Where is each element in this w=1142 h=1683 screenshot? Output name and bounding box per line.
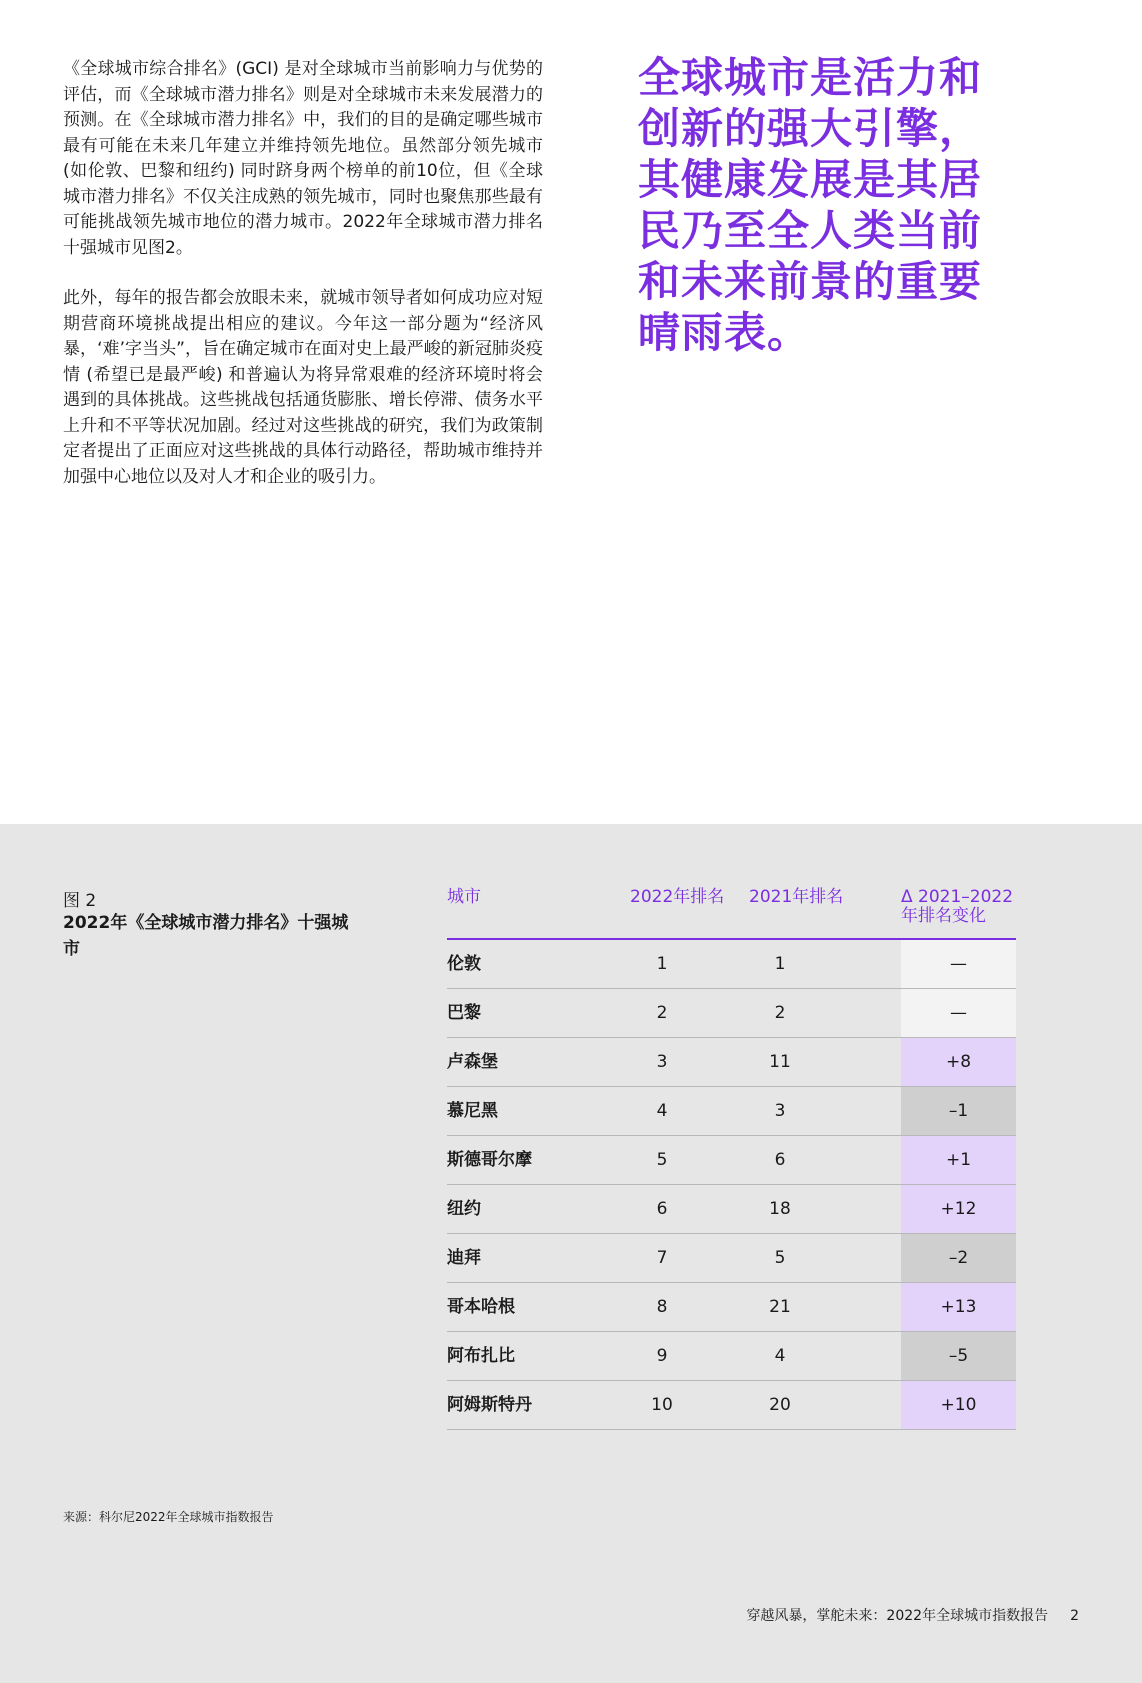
cell-delta: –5 bbox=[901, 1332, 1016, 1380]
cell-rank-2022: 4 bbox=[656, 1101, 668, 1121]
footer-report-title: 穿越风暴，掌舵未来：2022年全球城市指数报告 bbox=[746, 1608, 1049, 1624]
cell-rank-2022: 10 bbox=[651, 1395, 673, 1415]
cell-rank-2022: 2 bbox=[656, 1003, 668, 1023]
table-row bbox=[447, 1381, 1016, 1430]
header-rank-2022: 2022年排名 bbox=[630, 887, 725, 907]
cell-rank-2022: 3 bbox=[656, 1052, 668, 1072]
cell-rank-2022: 6 bbox=[656, 1199, 668, 1219]
cell-city: 阿布扎比 bbox=[447, 1346, 515, 1366]
cell-delta: +10 bbox=[901, 1381, 1016, 1429]
header-delta-line1: Δ 2021–2022 bbox=[901, 887, 1014, 907]
cell-rank-2022: 7 bbox=[656, 1248, 668, 1268]
top-section bbox=[0, 0, 1142, 824]
ranking-table bbox=[447, 886, 1016, 1430]
cell-delta: — bbox=[901, 989, 1016, 1037]
table-body bbox=[447, 940, 1016, 1430]
cell-city: 斯德哥尔摩 bbox=[447, 1150, 532, 1170]
cell-rank-2021: 2 bbox=[774, 1003, 786, 1023]
table-row bbox=[447, 1087, 1016, 1136]
figure-label: 图 2 bbox=[63, 891, 97, 911]
page-number: 2 bbox=[1070, 1608, 1079, 1624]
cell-city: 伦敦 bbox=[447, 954, 481, 974]
cell-city: 慕尼黑 bbox=[447, 1101, 498, 1121]
header-city: 城市 bbox=[447, 887, 481, 907]
cell-rank-2022: 1 bbox=[656, 954, 668, 974]
figure-section bbox=[0, 824, 1142, 1683]
cell-rank-2022: 9 bbox=[656, 1346, 668, 1366]
intro-text bbox=[63, 57, 543, 515]
cell-delta: — bbox=[901, 940, 1016, 988]
cell-rank-2021: 6 bbox=[774, 1150, 786, 1170]
table-row bbox=[447, 1136, 1016, 1185]
cell-rank-2022: 8 bbox=[656, 1297, 668, 1317]
cell-delta: –1 bbox=[901, 1087, 1016, 1135]
table-row bbox=[447, 1185, 1016, 1234]
cell-rank-2021: 1 bbox=[774, 954, 786, 974]
header-rank-2021: 2021年排名 bbox=[749, 887, 844, 907]
table-row bbox=[447, 940, 1016, 989]
pull-quote: 全球城市是活力和创新的强大引擎，其健康发展是其居民乃至全人类当前和未来前景的重要晴雨表。 bbox=[638, 53, 983, 357]
cell-city: 阿姆斯特丹 bbox=[447, 1395, 532, 1415]
table-header bbox=[447, 886, 1016, 940]
table-row bbox=[447, 1283, 1016, 1332]
table-row bbox=[447, 989, 1016, 1038]
cell-delta: +8 bbox=[901, 1038, 1016, 1086]
figure-title: 2022年《全球城市潜力排名》十强城市 bbox=[63, 913, 349, 959]
cell-rank-2021: 5 bbox=[774, 1248, 786, 1268]
intro-paragraph-1: 《全球城市综合排名》(GCI) 是对全球城市当前影响力与优势的评估，而《全球城市潜力排名》则是对全球城市未来发展潜力的预测。在《全球城市潜力排名》中，我们的目的是确定哪些城市最有可能在未来几年建立并维持领先地位。虽然部分领先城市 (如伦敦、巴黎和纽约) 同时跻身两个榜单的前10位，但《全球城市潜力排名》不仅关注成熟的领先城市，同时也聚焦那些最有可能挑战领先城市地位的潜力城市。2022年全球城市潜力排名十强城市见图2。 bbox=[63, 59, 543, 258]
cell-delta: +1 bbox=[901, 1136, 1016, 1184]
cell-rank-2021: 11 bbox=[769, 1052, 791, 1072]
table-row bbox=[447, 1038, 1016, 1087]
intro-paragraph-2: 此外，每年的报告都会放眼未来，就城市领导者如何成功应对短期营商环境挑战提出相应的建议。今年这一部分题为“经济风暴，‘难’字当头”，旨在确定城市在面对史上最严峻的新冠肺炎疫情 (希望已是最严峻) 和普遍认为将异常艰难的经济环境时将会遇到的具体挑战。这些挑战包括通货膨胀、增长停滞、债务水平上升和不平等状况加剧。经过对这些挑战的研究，我们为政策制定者提出了正面应对这些挑战的具体行动路径，帮助城市维持并加强中心地位以及对人才和企业的吸引力。 bbox=[63, 288, 543, 487]
cell-rank-2022: 5 bbox=[656, 1150, 668, 1170]
table-row bbox=[447, 1234, 1016, 1283]
cell-city: 巴黎 bbox=[447, 1003, 481, 1023]
cell-rank-2021: 21 bbox=[769, 1297, 791, 1317]
cell-city: 哥本哈根 bbox=[447, 1297, 515, 1317]
cell-city: 卢森堡 bbox=[447, 1052, 498, 1072]
cell-city: 纽约 bbox=[447, 1199, 481, 1219]
page-footer bbox=[746, 1605, 1079, 1625]
cell-delta: –2 bbox=[901, 1234, 1016, 1282]
cell-rank-2021: 18 bbox=[769, 1199, 791, 1219]
cell-rank-2021: 4 bbox=[774, 1346, 786, 1366]
header-delta-line2: 年排名变化 bbox=[901, 906, 986, 926]
cell-delta: +12 bbox=[901, 1185, 1016, 1233]
table-row bbox=[447, 1332, 1016, 1381]
source-note: 来源：科尔尼2022年全球城市指数报告 bbox=[63, 1510, 274, 1524]
cell-delta: +13 bbox=[901, 1283, 1016, 1331]
header-delta bbox=[901, 888, 1016, 926]
cell-city: 迪拜 bbox=[447, 1248, 481, 1268]
cell-rank-2021: 20 bbox=[769, 1395, 791, 1415]
cell-rank-2021: 3 bbox=[774, 1101, 786, 1121]
